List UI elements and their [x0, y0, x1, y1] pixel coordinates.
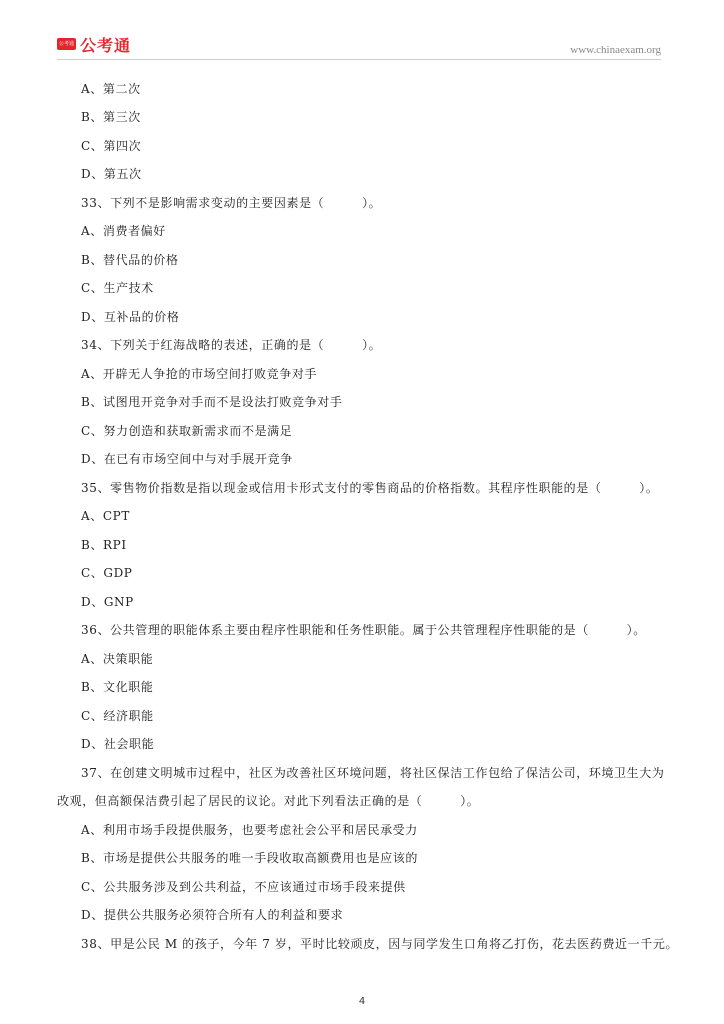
question-line: 34、下列关于红海战略的表述，正确的是（ ）。 — [81, 338, 382, 352]
page-number: 4 — [358, 996, 366, 1007]
option-line: B、试图甩开竞争对手而不是设法打败竞争对手 — [81, 395, 343, 409]
option-line: B、RPI — [81, 538, 127, 552]
header-divider — [57, 59, 661, 60]
option-line: A、消费者偏好 — [81, 224, 166, 238]
option-line: D、社会职能 — [81, 737, 155, 751]
question-line: 38、甲是公民 M 的孩子，今年 7 岁，平时比较顽皮，因与同学发生口角将乙打伤，花去医药费近一千元。 — [81, 937, 679, 951]
option-line: A、利用市场手段提供服务，也要考虑社会公平和居民承受力 — [81, 823, 418, 837]
option-line: D、GNP — [81, 595, 134, 609]
logo-badge: 公考通 — [57, 38, 76, 50]
option-line: B、文化职能 — [81, 680, 154, 694]
option-line: B、市场是提供公共服务的唯一手段收取高额费用也是应该的 — [81, 851, 419, 865]
logo-text: 公考通 — [80, 36, 132, 55]
option-line: C、第四次 — [81, 139, 142, 153]
question-line: 37、在创建文明城市过程中，社区为改善社区环境问题，将社区保洁工作包给了保洁公司，环境卫生大为 — [81, 766, 665, 780]
option-line: D、互补品的价格 — [81, 310, 180, 324]
question-line: 35、零售物价指数是指以现金或信用卡形式支付的零售商品的价格指数。其程序性职能的是（ ）。 — [81, 481, 659, 495]
option-line: C、GDP — [81, 566, 133, 580]
option-line: A、第二次 — [81, 82, 141, 96]
option-line: D、提供公共服务必须符合所有人的利益和要求 — [81, 908, 344, 922]
option-line: C、公共服务涉及到公共利益，不应该通过市场手段来提供 — [81, 880, 406, 894]
option-line: C、经济职能 — [81, 709, 154, 723]
option-line: C、努力创造和获取新需求而不是满足 — [81, 424, 293, 438]
option-line: A、CPT — [81, 509, 130, 523]
option-line: A、开辟无人争抢的市场空间打败竞争对手 — [81, 367, 318, 381]
question-line: 36、公共管理的职能体系主要由程序性职能和任务性职能。属于公共管理程序性职能的是（ ）。 — [81, 623, 646, 637]
site-url: www.chinaexam.org — [570, 44, 661, 56]
option-line: D、在已有市场空间中与对手展开竞争 — [81, 452, 293, 466]
option-line: D、第五次 — [81, 167, 142, 181]
page-header — [0, 0, 724, 62]
option-line: B、第三次 — [81, 110, 141, 124]
question-line-continued: 改观，但高额保洁费引起了居民的议论。对此下列看法正确的是（ ）。 — [57, 794, 480, 808]
question-line: 33、下列不是影响需求变动的主要因素是（ ）。 — [81, 196, 382, 210]
option-line: B、替代品的价格 — [81, 253, 179, 267]
option-line: A、决策职能 — [81, 652, 154, 666]
option-line: C、生产技术 — [81, 281, 154, 295]
